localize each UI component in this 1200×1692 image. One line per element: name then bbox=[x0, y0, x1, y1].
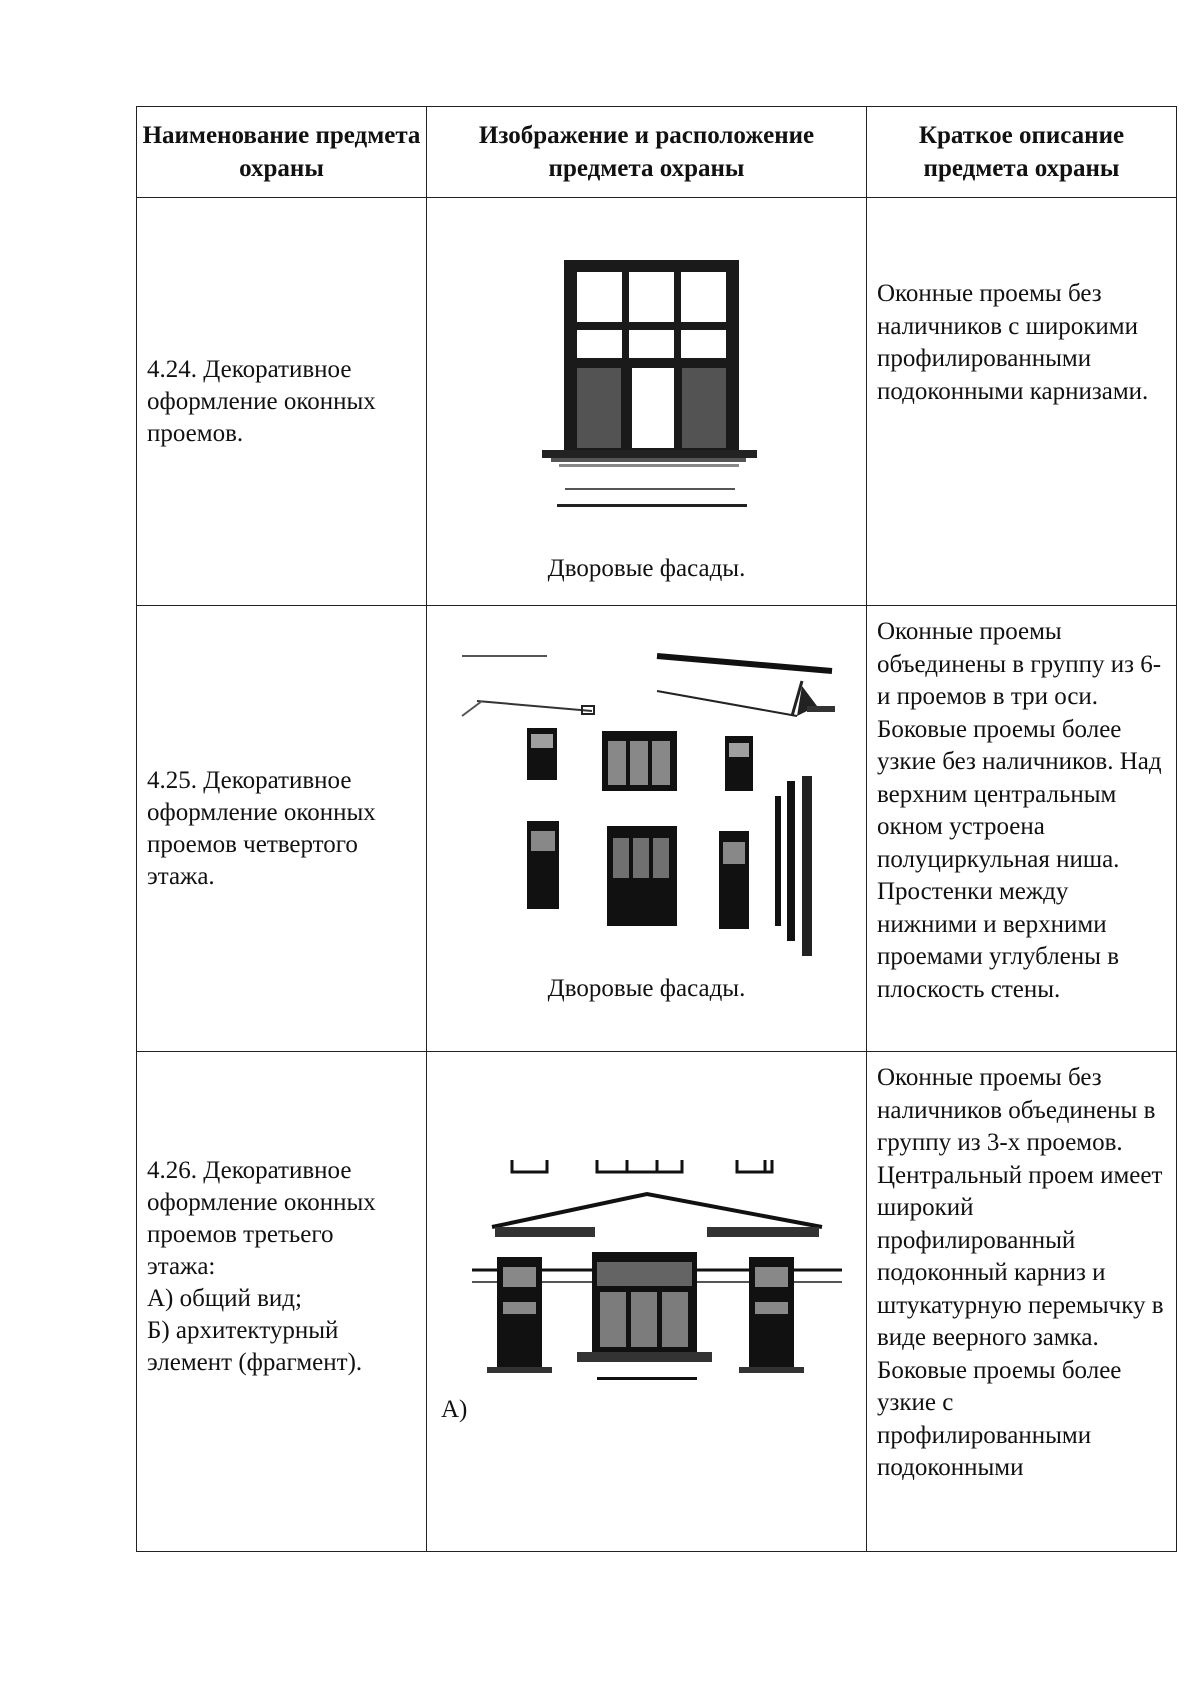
row-name-cell bbox=[137, 198, 427, 606]
name-line: оформление оконных bbox=[147, 387, 376, 415]
row-description: Оконные проемы без наличников с широкими профилированными подоконными карнизами. bbox=[877, 280, 1149, 405]
row-name-cell bbox=[137, 1052, 427, 1552]
image-caption: Дворовые фасады. bbox=[547, 975, 746, 1002]
row-image-cell bbox=[427, 1052, 867, 1552]
name-line: 4.25. Декоративное bbox=[147, 766, 352, 794]
name-line: проемов. bbox=[147, 419, 244, 447]
window-group-photo bbox=[467, 1152, 847, 1412]
row-description-cell bbox=[867, 198, 1177, 606]
row-image-cell bbox=[427, 198, 867, 606]
name-line: А) общий вид; bbox=[147, 1284, 302, 1312]
name-line: оформление оконных bbox=[147, 798, 376, 826]
table-row bbox=[137, 198, 1177, 606]
facade-photo bbox=[457, 646, 837, 966]
name-line: этажа. bbox=[147, 862, 215, 890]
name-line: 4.26. Декоративное bbox=[147, 1156, 352, 1184]
table-row bbox=[137, 1052, 1177, 1552]
row-name-cell bbox=[137, 606, 427, 1052]
header-description: Краткое описание предмета охраны bbox=[867, 107, 1177, 198]
protection-table bbox=[136, 106, 1177, 1552]
row-description: Оконные проемы без наличников объединены в группу из 3-х проемов. Центральный проем имеет широкий профилированный подоконный карниз и штукатурную перемычку в виде веерного замка. Боковые проемы более узкие с профилированными подоконными bbox=[877, 1064, 1164, 1481]
table-row bbox=[137, 606, 1177, 1052]
header-name: Наименование предмета охраны bbox=[137, 107, 427, 198]
row-description-cell bbox=[867, 1052, 1177, 1552]
header-image: Изображение и расположение предмета охраны bbox=[427, 107, 867, 198]
name-line: проемов четвертого bbox=[147, 830, 358, 858]
image-caption: Дворовые фасады. bbox=[547, 555, 746, 582]
name-line: 4.24. Декоративное bbox=[147, 355, 352, 383]
window-photo-1 bbox=[537, 258, 777, 518]
row-description: Оконные проемы объединены в группу из 6-и проемов в три оси. Боковые проемы более узкие без наличников. Над верхним центральным окном устроена полуциркульная ниша. Простенки между нижними и верхними проемами углублены в плоскость стены. bbox=[877, 618, 1162, 1003]
table-header-row bbox=[137, 107, 1177, 198]
name-line: проемов третьего bbox=[147, 1220, 334, 1248]
name-line: этажа: bbox=[147, 1252, 216, 1280]
name-line: Б) архитектурный bbox=[147, 1316, 339, 1344]
row-image-cell bbox=[427, 606, 867, 1052]
row-description-cell bbox=[867, 606, 1177, 1052]
name-line: элемент (фрагмент). bbox=[147, 1348, 363, 1376]
image-label: А) bbox=[441, 1396, 468, 1423]
name-line: оформление оконных bbox=[147, 1188, 376, 1216]
